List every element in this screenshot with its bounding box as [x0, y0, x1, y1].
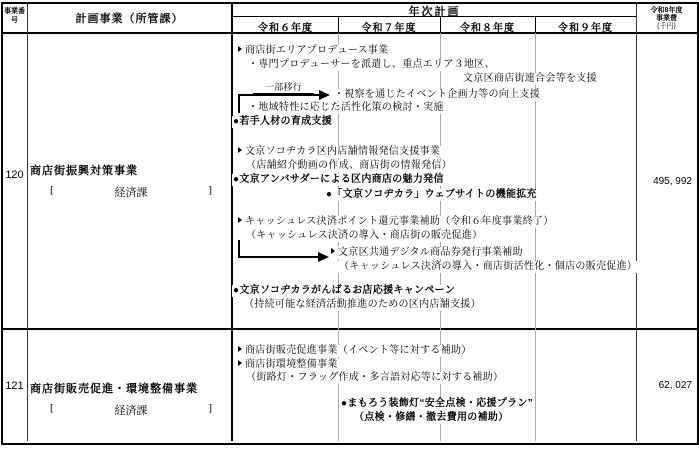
- transfer-arrow-1-head-icon: [319, 90, 330, 100]
- content-line-digital-voucher-detail: （キャッシュレス決済の導入・商店街活性化・個店の販売促進）: [339, 261, 638, 272]
- triangle-bullet-icon: [238, 46, 242, 52]
- partial-transfer-label: 一部移行: [253, 82, 314, 94]
- bracket-close: ]: [208, 402, 212, 414]
- content-line-federation-support: 文京区商店街連合会等を支援: [463, 73, 597, 84]
- transfer-arrow-2-head-icon: [318, 252, 329, 262]
- content-line-environment-detail: （街路灯・フラッグ作成・多言語対応等に対する補助）: [246, 372, 504, 383]
- header-year-r7: 令和７年度: [361, 23, 417, 34]
- header-cost-line2: 事業費: [656, 15, 677, 22]
- row-separator-line: [1, 328, 697, 330]
- content-line-lantern-plan-detail-bold: （点検・修繕・撤去費用の補助）: [354, 412, 509, 423]
- triangle-bullet-icon: [238, 360, 242, 366]
- department-name: 経済課: [114, 405, 148, 417]
- row-121-department: [50, 402, 212, 418]
- vline-no-column: [27, 2, 28, 441]
- vline-project-column: [231, 2, 233, 441]
- transfer-arrow-2-shaft: [238, 256, 318, 258]
- content-line-area-produce: 商店街エリアプロデュース事業: [237, 45, 389, 57]
- row-120-department: [50, 184, 212, 200]
- content-line-digital-voucher: 文京区共通デジタル商品券発行事業補助: [330, 247, 524, 259]
- content-line-young-talent-bold: ●若手人材の育成支援: [233, 116, 333, 127]
- bracket-close: ]: [208, 184, 212, 196]
- bracket-open: [: [50, 184, 54, 196]
- row-120-cost: 495, 992: [653, 176, 692, 187]
- row-121-cost: 62, 027: [658, 380, 692, 391]
- header-project-column: 計画事業（所管課）: [75, 13, 184, 25]
- transfer-arrow-1-vertical: [238, 94, 240, 113]
- header-cost-line3: (千円): [657, 23, 676, 30]
- row-121-number: 121: [5, 380, 24, 392]
- content-line-environment: 商店街環境整備事業: [237, 359, 339, 371]
- content-line-inspection-support: ・視察を通じたイベント企画力等の向上支援: [334, 89, 540, 100]
- header-annual-plan: 年次計画: [408, 6, 461, 18]
- header-year-r8: 令和８年度: [460, 23, 515, 34]
- content-line-website-expansion-bold: ●「文京ソコヂカラ」ウェブサイトの機能拡充: [326, 189, 537, 200]
- triangle-bullet-icon: [331, 248, 335, 254]
- row-120-title: 商店街振興対策事業: [30, 165, 138, 177]
- content-line-shop-video: （店舗紹介動画の作成、商店街の情報発信）: [246, 160, 452, 171]
- content-line-sales-promotion: 商店街販売促進事業（イベント等に対する補助）: [237, 345, 473, 357]
- header-cost-line1: 令和8年度: [650, 7, 683, 14]
- content-line-producer-dispatch: ・専門プロデューサーを派遣し、重点エリア３地区、: [248, 59, 495, 70]
- content-line-cashless-detail: （キャッシュレス決済の導入・商店街の販売促進）: [246, 230, 483, 241]
- bracket-open: [: [50, 402, 54, 414]
- department-name: 経済課: [114, 187, 148, 199]
- header-year-r9: 令和９年度: [558, 23, 613, 34]
- triangle-bullet-icon: [238, 217, 242, 223]
- content-line-regional-measures: ・地域特性に応じた活性化策の検討・実施: [248, 102, 444, 113]
- row-121-title: 商店街販売促進・環境整備事業: [30, 383, 198, 395]
- triangle-bullet-icon: [238, 147, 242, 153]
- vline-cost-column: [636, 2, 637, 441]
- content-line-sokodikara-info: 文京ソコヂカラ区内店舗情報発信支援事業: [237, 146, 441, 158]
- content-line-campaign-bold: ●文京ソコヂカラがんばるお店応援キャンペーン: [233, 285, 456, 296]
- row-120-number: 120: [5, 169, 24, 181]
- header-year-r6: 令和６年度: [258, 23, 313, 34]
- header-no-line1: 事業番: [4, 8, 25, 15]
- content-line-cashless-point: キャッシュレス決済ポイント還元事業補助（令和６年度事業終了）: [237, 216, 555, 228]
- content-line-campaign-detail: （持続可能な経済活動推進のための区内店舗支援）: [244, 299, 481, 310]
- triangle-bullet-icon: [238, 346, 242, 352]
- content-line-ambassador-bold: ●文京アンバサダーによる区内商店の魅力発信: [233, 174, 444, 185]
- header-no-line2: 号: [11, 17, 18, 24]
- transfer-arrow-1-shaft: [238, 94, 319, 96]
- content-line-lantern-plan-bold: ●まもろう装飾灯“安全点検・応援プラン”: [341, 398, 534, 409]
